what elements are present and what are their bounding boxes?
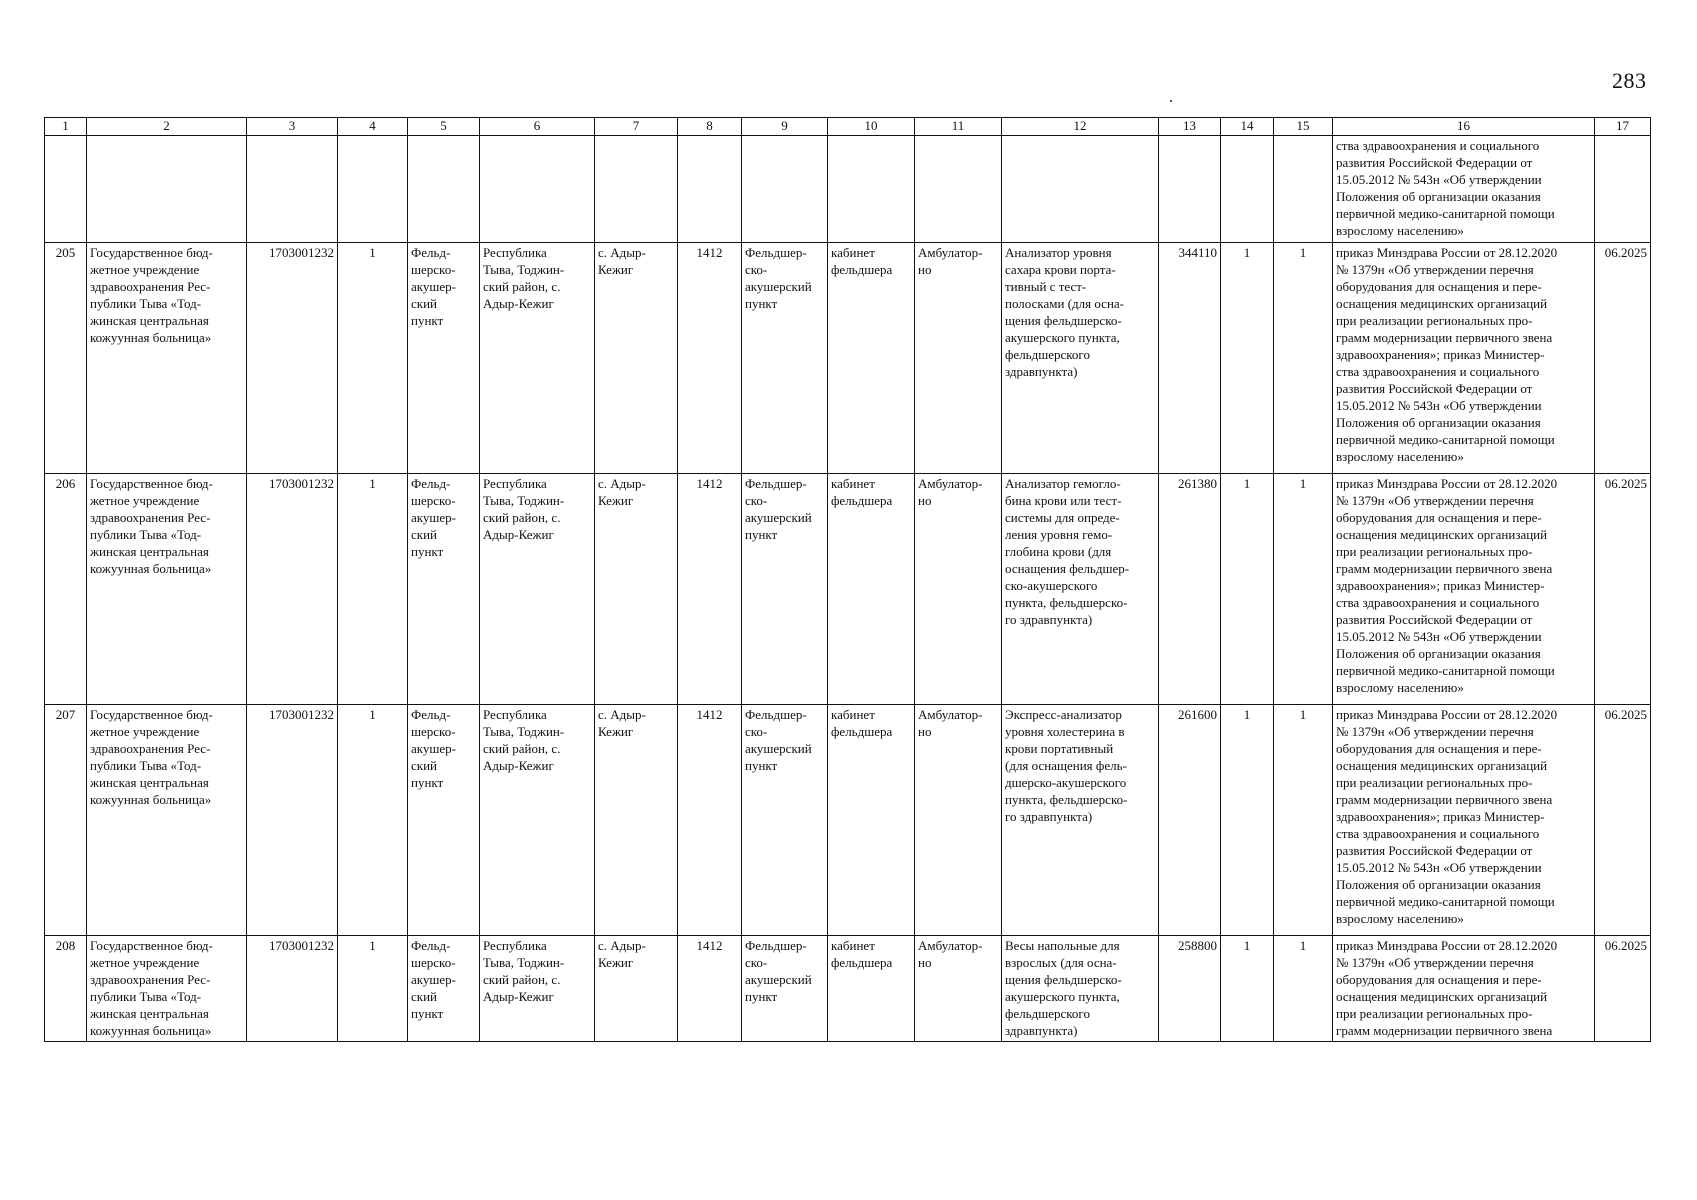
empty-cell	[1595, 136, 1651, 243]
organization-cell: Государственное бюд- жетное учреждение здравоохранения Рес- публики Тыва «Тод- жинская центральная кожуунная больница»	[87, 243, 247, 474]
code-cell: 1412	[678, 936, 742, 1042]
settlement-cell: с. Адыр- Кежиг	[595, 705, 678, 936]
equipment-name-cell: Анализатор уровня сахара крови порта- тивный с тест- полосками (для осна- щения фельдшерско- акушерского пункта, фельдшерского здравпункта)	[1002, 243, 1159, 474]
column-number-header-row	[45, 118, 1651, 136]
column-number: 5	[408, 118, 480, 136]
empty-cell	[247, 136, 338, 243]
care-mode-cell: Амбулатор- но	[915, 936, 1002, 1042]
quantity-cell: 1	[1274, 243, 1333, 474]
column-number: 16	[1333, 118, 1595, 136]
care-mode-cell: Амбулатор- но	[915, 705, 1002, 936]
equipment-code-cell: 261380	[1159, 474, 1221, 705]
empty-cell	[338, 136, 408, 243]
quantity-cell: 1	[1274, 705, 1333, 936]
unit-type-cell: Фельд- шерско- акушер- ский пункт	[408, 705, 480, 936]
column-number: 12	[1002, 118, 1159, 136]
row-number-cell: 205	[45, 243, 87, 474]
col4-cell: 1	[338, 936, 408, 1042]
code-cell: 1412	[678, 705, 742, 936]
address-cell: Республика Тыва, Тоджин- ский район, с. Адыр-Кежиг	[480, 474, 595, 705]
quantity-cell: 1	[1221, 936, 1274, 1042]
date-cell: 06.2025	[1595, 936, 1651, 1042]
inn-cell: 1703001232	[247, 474, 338, 705]
empty-cell	[480, 136, 595, 243]
column-number: 15	[1274, 118, 1333, 136]
legal-basis-cell: приказ Минздрава России от 28.12.2020 № 1379н «Об утверждении перечня оборудования для оснащения и пере- оснащения медицинских организаций при реализации региональных про- грамм модернизации первичного звена здравоохранения»; приказ Министер- ства здравоохранения и социального развития Российской Федерации от 15.05.2012 № 543н «Об утверждении Положения об организации оказания первичной медико-санитарной помощи взрослому населению»	[1333, 705, 1595, 936]
equipment-name-cell: Анализатор гемогло- бина крови или тест- системы для опреде- ления уровня гемо- глобина крови (для оснащения фельдшер- ско-акушерского пункта, фельдшерско- го здравпункта)	[1002, 474, 1159, 705]
code-cell: 1412	[678, 243, 742, 474]
quantity-cell: 1	[1221, 243, 1274, 474]
row-number-cell: 207	[45, 705, 87, 936]
equipment-code-cell: 261600	[1159, 705, 1221, 936]
settlement-cell: с. Адыр- Кежиг	[595, 474, 678, 705]
empty-cell	[408, 136, 480, 243]
quantity-cell: 1	[1221, 705, 1274, 936]
equipment-name-cell: Весы напольные для взрослых (для осна- щения фельдшерско- акушерского пункта, фельдшерского здравпункта)	[1002, 936, 1159, 1042]
table-row	[45, 474, 1651, 705]
settlement-cell: с. Адыр- Кежиг	[595, 936, 678, 1042]
legal-basis-cell: ства здравоохранения и социального развития Российской Федерации от 15.05.2012 № 543н «Об утверждении Положения об организации оказания первичной медико-санитарной помощи взрослому населению»	[1333, 136, 1595, 243]
date-cell: 06.2025	[1595, 243, 1651, 474]
department-cell: Фельдшер- ско- акушерский пункт	[742, 936, 828, 1042]
care-mode-cell: Амбулатор- но	[915, 243, 1002, 474]
column-number: 11	[915, 118, 1002, 136]
equipment-code-cell: 344110	[1159, 243, 1221, 474]
equipment-register-table	[44, 117, 1651, 1042]
table-row	[45, 705, 1651, 936]
column-number: 9	[742, 118, 828, 136]
empty-cell	[742, 136, 828, 243]
row-number-cell: 208	[45, 936, 87, 1042]
column-number: 2	[87, 118, 247, 136]
room-cell: кабинет фельдшера	[828, 243, 915, 474]
empty-cell	[45, 136, 87, 243]
empty-cell	[595, 136, 678, 243]
page-number: 283	[1612, 68, 1647, 93]
legal-basis-cell: приказ Минздрава России от 28.12.2020 № 1379н «Об утверждении перечня оборудования для оснащения и пере- оснащения медицинских организаций при реализации региональных про- грамм модернизации первичного звена здравоохранения»; приказ Министер- ства здравоохранения и социального развития Российской Федерации от 15.05.2012 № 543н «Об утверждении Положения об организации оказания первичной медико-санитарной помощи взрослому населению»	[1333, 243, 1595, 474]
date-cell: 06.2025	[1595, 474, 1651, 705]
inn-cell: 1703001232	[247, 243, 338, 474]
inn-cell: 1703001232	[247, 936, 338, 1042]
organization-cell: Государственное бюд- жетное учреждение здравоохранения Рес- публики Тыва «Тод- жинская центральная кожуунная больница»	[87, 705, 247, 936]
column-number: 3	[247, 118, 338, 136]
scan-speck	[1170, 100, 1172, 102]
empty-cell	[828, 136, 915, 243]
col4-cell: 1	[338, 705, 408, 936]
continuation-row	[45, 136, 1651, 243]
organization-cell: Государственное бюд- жетное учреждение здравоохранения Рес- публики Тыва «Тод- жинская центральная кожуунная больница»	[87, 474, 247, 705]
column-number: 1	[45, 118, 87, 136]
equipment-code-cell: 258800	[1159, 936, 1221, 1042]
empty-cell	[678, 136, 742, 243]
column-number: 14	[1221, 118, 1274, 136]
empty-cell	[87, 136, 247, 243]
quantity-cell: 1	[1274, 936, 1333, 1042]
column-number: 8	[678, 118, 742, 136]
care-mode-cell: Амбулатор- но	[915, 474, 1002, 705]
unit-type-cell: Фельд- шерско- акушер- ский пункт	[408, 243, 480, 474]
empty-cell	[1002, 136, 1159, 243]
room-cell: кабинет фельдшера	[828, 705, 915, 936]
address-cell: Республика Тыва, Тоджин- ский район, с. Адыр-Кежиг	[480, 936, 595, 1042]
date-cell: 06.2025	[1595, 705, 1651, 936]
table-row	[45, 936, 1651, 1042]
room-cell: кабинет фельдшера	[828, 936, 915, 1042]
department-cell: Фельдшер- ско- акушерский пункт	[742, 474, 828, 705]
address-cell: Республика Тыва, Тоджин- ский район, с. Адыр-Кежиг	[480, 705, 595, 936]
column-number: 4	[338, 118, 408, 136]
equipment-name-cell: Экспресс-анализатор уровня холестерина в крови портативный (для оснащения фель- дшерско-акушерского пункта, фельдшерско- го здравпункта)	[1002, 705, 1159, 936]
empty-cell	[915, 136, 1002, 243]
col4-cell: 1	[338, 474, 408, 705]
column-number: 13	[1159, 118, 1221, 136]
settlement-cell: с. Адыр- Кежиг	[595, 243, 678, 474]
address-cell: Республика Тыва, Тоджин- ский район, с. Адыр-Кежиг	[480, 243, 595, 474]
organization-cell: Государственное бюд- жетное учреждение здравоохранения Рес- публики Тыва «Тод- жинская центральная кожуунная больница»	[87, 936, 247, 1042]
legal-basis-cell: приказ Минздрава России от 28.12.2020 № 1379н «Об утверждении перечня оборудования для оснащения и пере- оснащения медицинских организаций при реализации региональных про- грамм модернизации первичного звена	[1333, 936, 1595, 1042]
table-row	[45, 243, 1651, 474]
column-number: 6	[480, 118, 595, 136]
column-number: 17	[1595, 118, 1651, 136]
column-number: 7	[595, 118, 678, 136]
department-cell: Фельдшер- ско- акушерский пункт	[742, 243, 828, 474]
empty-cell	[1159, 136, 1221, 243]
unit-type-cell: Фельд- шерско- акушер- ский пункт	[408, 474, 480, 705]
quantity-cell: 1	[1221, 474, 1274, 705]
column-number: 10	[828, 118, 915, 136]
room-cell: кабинет фельдшера	[828, 474, 915, 705]
inn-cell: 1703001232	[247, 705, 338, 936]
empty-cell	[1221, 136, 1274, 243]
code-cell: 1412	[678, 474, 742, 705]
empty-cell	[1274, 136, 1333, 243]
unit-type-cell: Фельд- шерско- акушер- ский пункт	[408, 936, 480, 1042]
department-cell: Фельдшер- ско- акушерский пункт	[742, 705, 828, 936]
row-number-cell: 206	[45, 474, 87, 705]
col4-cell: 1	[338, 243, 408, 474]
quantity-cell: 1	[1274, 474, 1333, 705]
legal-basis-cell: приказ Минздрава России от 28.12.2020 № 1379н «Об утверждении перечня оборудования для оснащения и пере- оснащения медицинских организаций при реализации региональных про- грамм модернизации первичного звена здравоохранения»; приказ Министер- ства здравоохранения и социального развития Российской Федерации от 15.05.2012 № 543н «Об утверждении Положения об организации оказания первичной медико-санитарной помощи взрослому населению»	[1333, 474, 1595, 705]
